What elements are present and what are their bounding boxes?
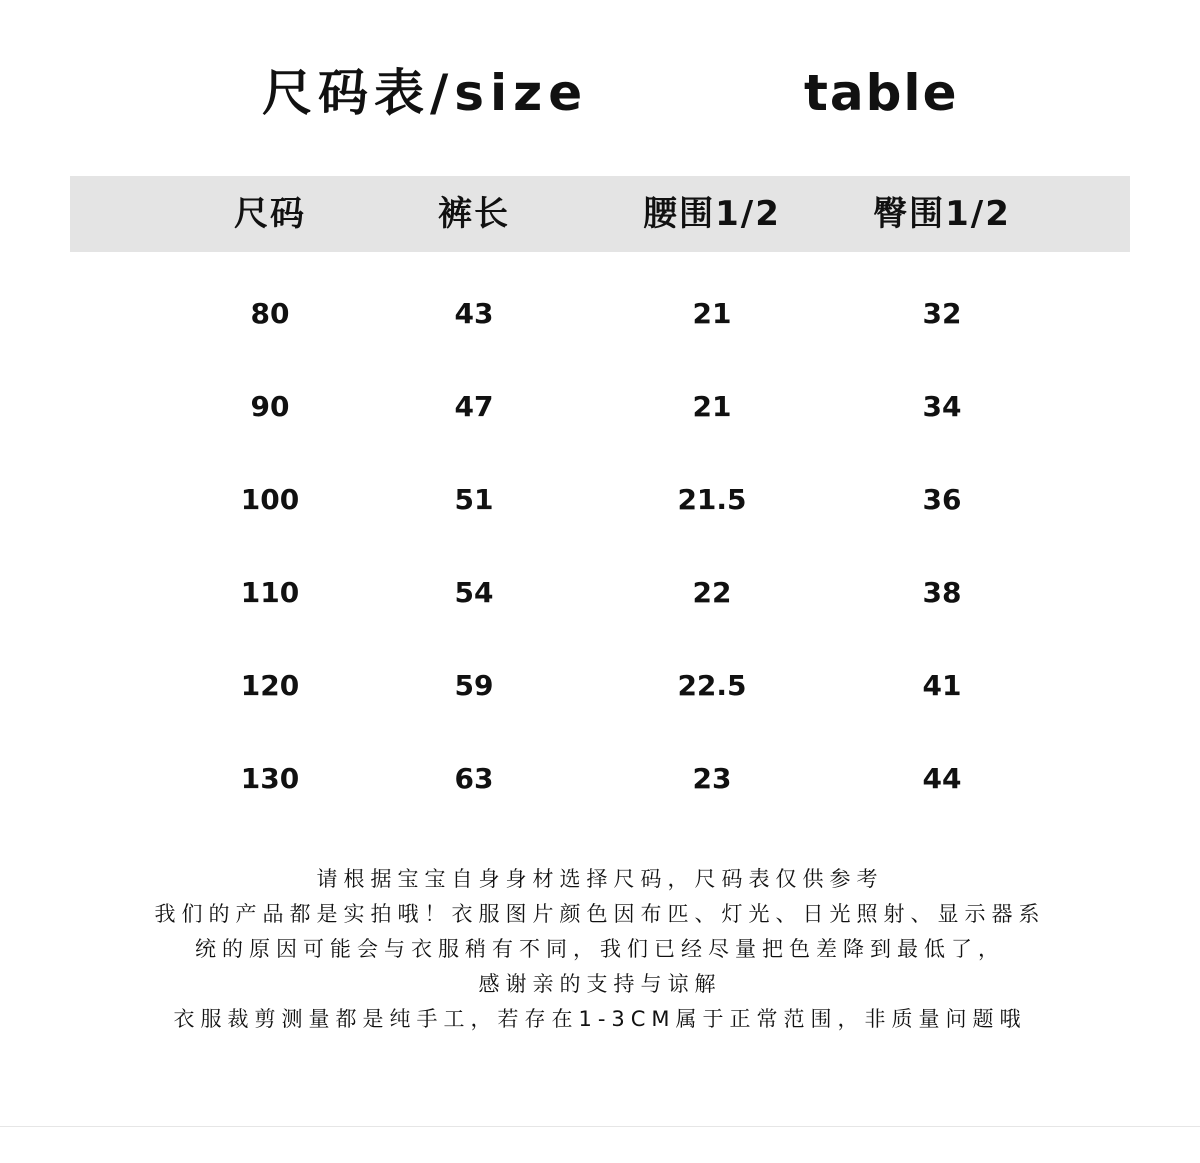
note-line: 感谢亲的支持与谅解 xyxy=(478,972,722,996)
note-line: 统的原因可能会与衣服稍有不同，我们已经尽量把色差降到最低了， xyxy=(195,937,1005,961)
size-notes xyxy=(0,862,1200,1037)
cell-size: 80 xyxy=(250,297,290,330)
header-half-hip: 臀围1/2 xyxy=(873,194,1011,234)
note-line: 衣服裁剪测量都是纯手工，若存在1-3CM属于正常范围，非质量问题哦 xyxy=(173,1007,1027,1031)
table-row xyxy=(0,470,1200,530)
cell-half-hip: 38 xyxy=(922,576,962,609)
cell-size: 120 xyxy=(240,669,300,702)
cell-size: 110 xyxy=(240,576,300,609)
table-row xyxy=(0,749,1200,809)
table-row xyxy=(0,284,1200,344)
note-line: 我们的产品都是实拍哦！衣服图片颜色因布匹、灯光、日光照射、显示器系 xyxy=(154,902,1046,926)
cell-pants-length: 43 xyxy=(454,297,494,330)
table-row xyxy=(0,377,1200,437)
header-half-waist: 腰围1/2 xyxy=(643,194,781,234)
cell-pants-length: 63 xyxy=(454,762,494,795)
title-size-chart: 尺码表/size xyxy=(262,64,589,122)
cell-half-waist: 21 xyxy=(692,297,732,330)
cell-half-hip: 44 xyxy=(922,762,962,795)
header-pants-length: 裤长 xyxy=(438,194,510,234)
cell-half-hip: 32 xyxy=(922,297,962,330)
cell-half-waist: 22 xyxy=(692,576,732,609)
cell-pants-length: 51 xyxy=(454,483,494,516)
table-header xyxy=(70,176,1130,252)
cell-half-waist: 23 xyxy=(692,762,732,795)
cell-pants-length: 59 xyxy=(454,669,494,702)
cell-half-hip: 34 xyxy=(922,390,962,423)
cell-size: 100 xyxy=(240,483,300,516)
cell-half-hip: 36 xyxy=(922,483,962,516)
header-size: 尺码 xyxy=(234,194,306,234)
cell-size: 90 xyxy=(250,390,290,423)
note-line: 请根据宝宝自身身材选择尺码，尺码表仅供参考 xyxy=(316,867,884,891)
cell-pants-length: 54 xyxy=(454,576,494,609)
cell-half-waist: 21.5 xyxy=(677,483,747,516)
cell-half-hip: 41 xyxy=(922,669,962,702)
cell-size: 130 xyxy=(240,762,300,795)
cell-pants-length: 47 xyxy=(454,390,494,423)
cell-half-waist: 21 xyxy=(692,390,732,423)
page-title xyxy=(0,58,1200,128)
cell-half-waist: 22.5 xyxy=(677,669,747,702)
bottom-divider xyxy=(0,1126,1200,1127)
title-table-word: table xyxy=(804,64,959,122)
table-row xyxy=(0,563,1200,623)
table-row xyxy=(0,656,1200,716)
